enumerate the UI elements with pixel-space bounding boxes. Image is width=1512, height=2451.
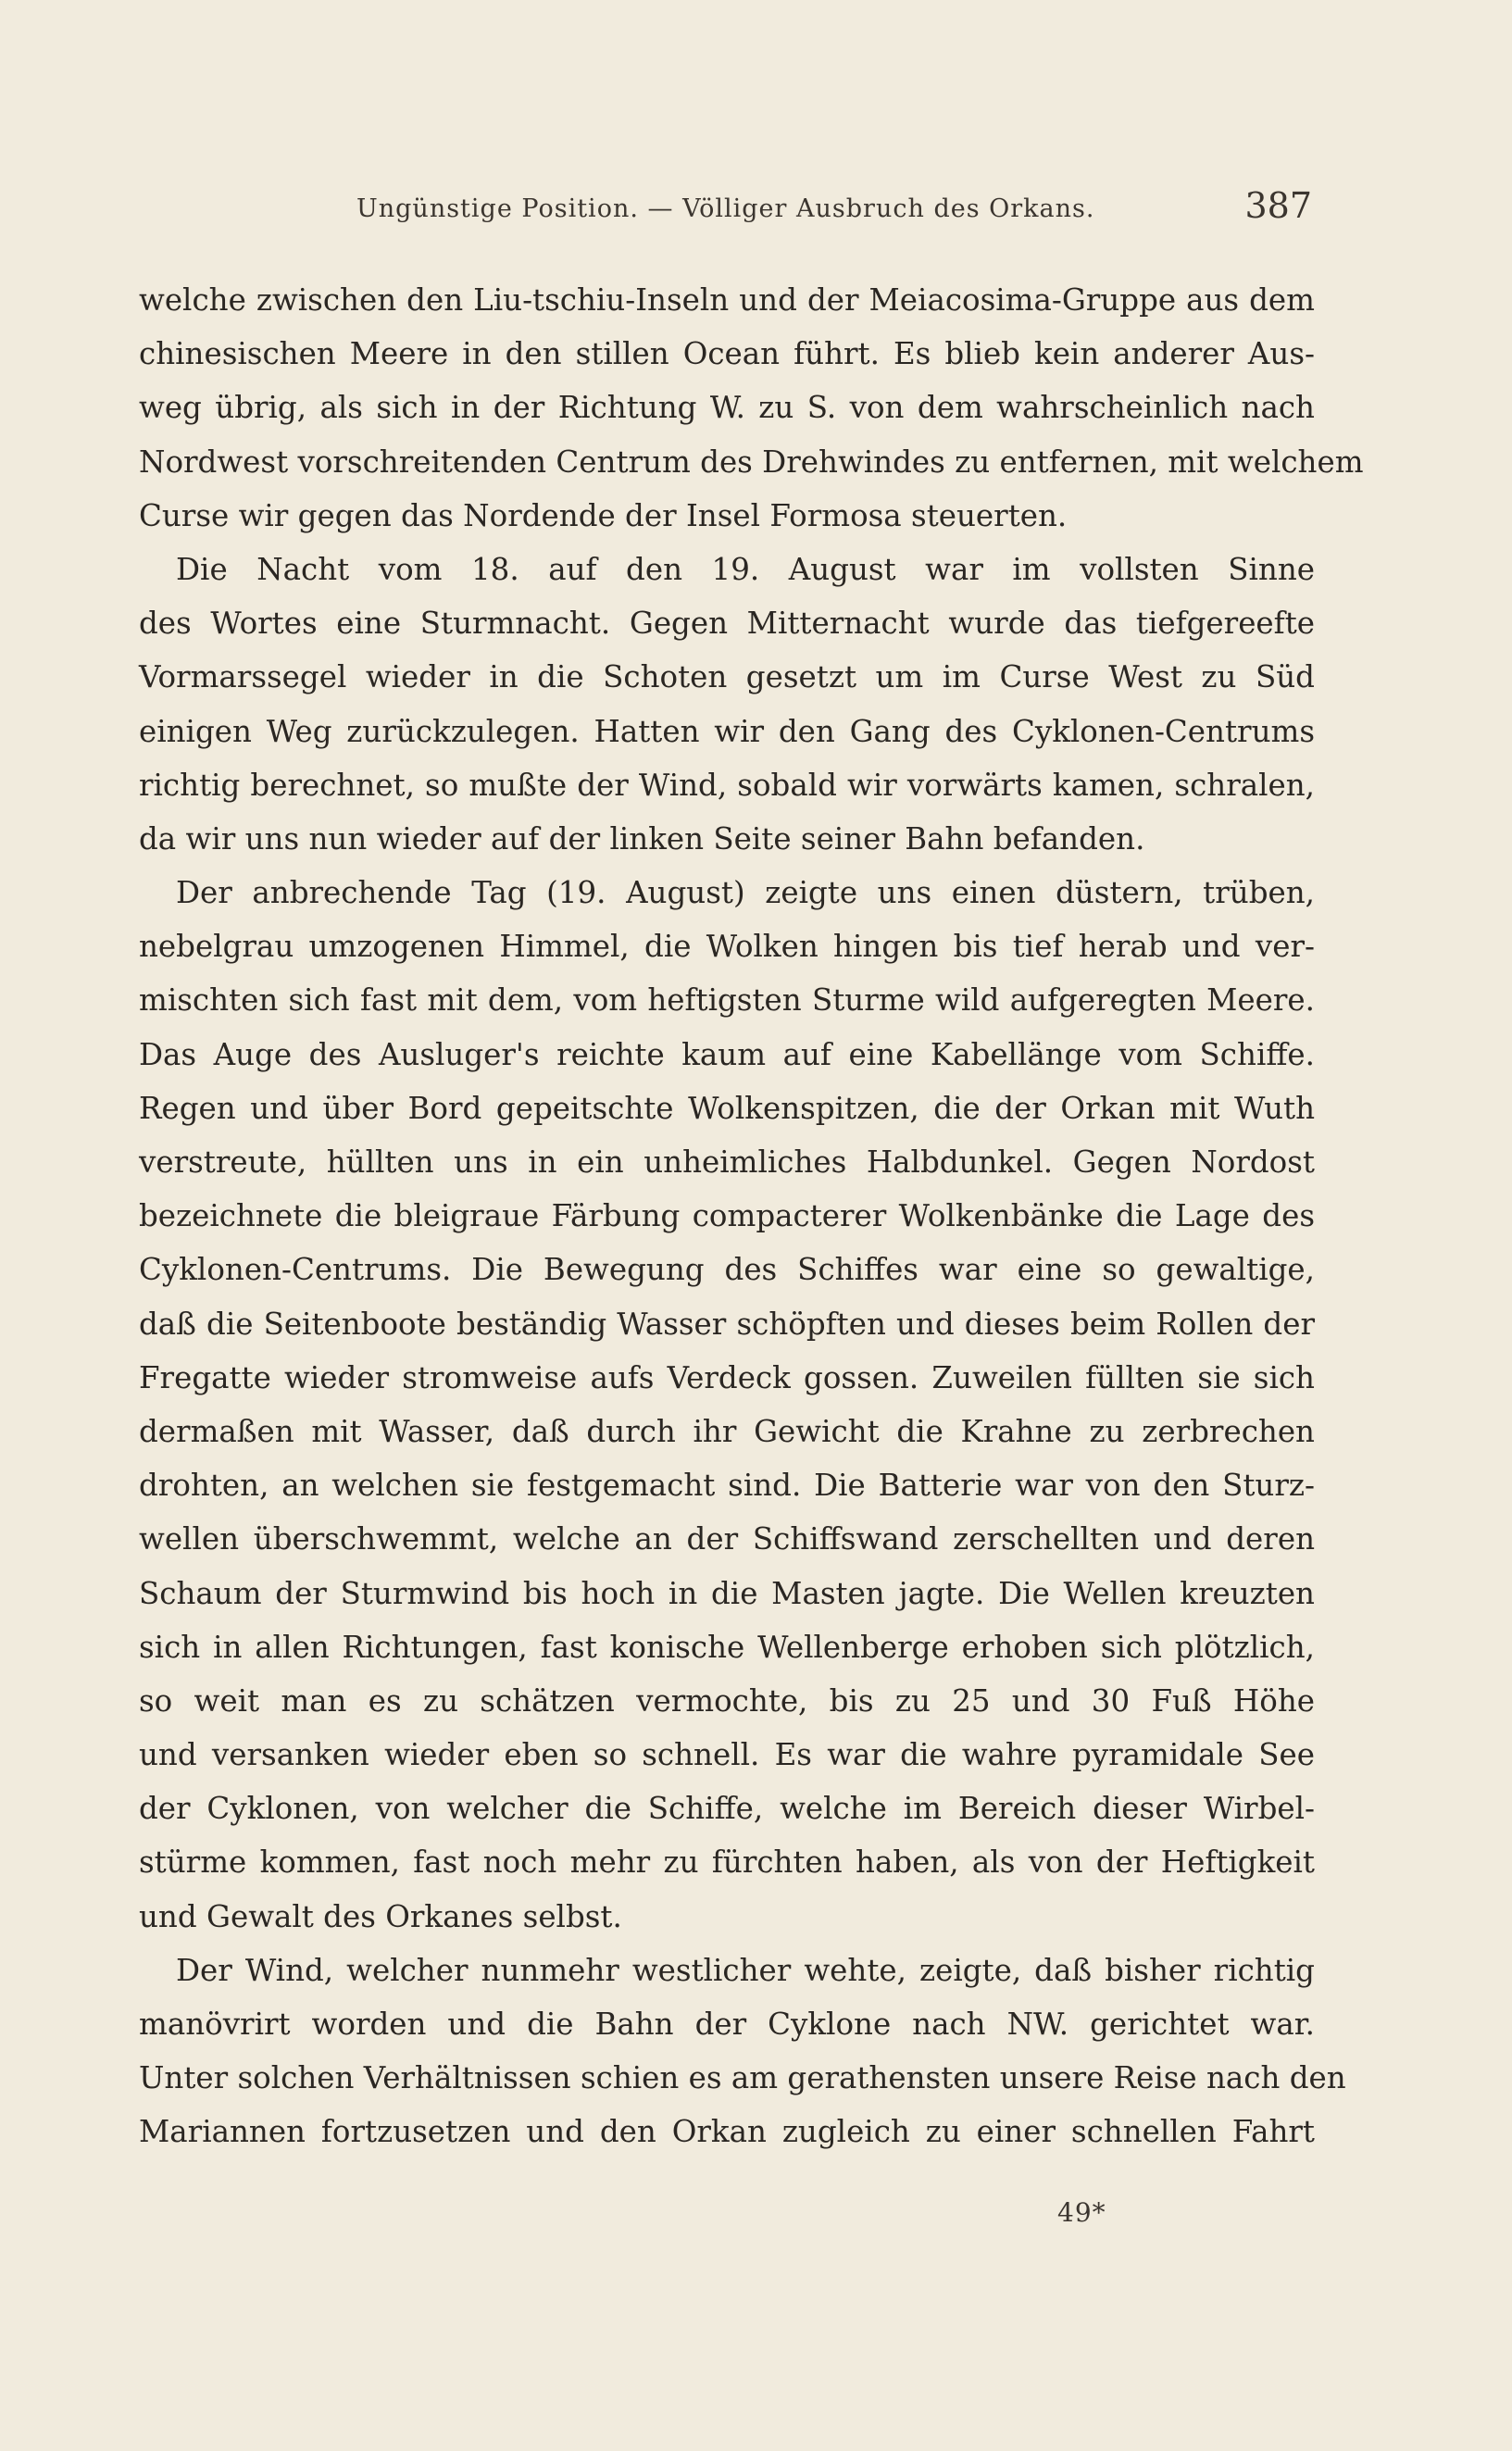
text-line: Curse wir gegen das Nordende der Insel Formosa steuerten.	[139, 497, 1068, 533]
text-line: manövrirt worden und die Bahn der Cyklone nach NW. gerichtet war.	[139, 2007, 1315, 2042]
text-line: Der Wind, welcher nunmehr westlicher wehte, zeigte, daß bisher richtig	[176, 1952, 1315, 1988]
text-line: verstreute, hüllten uns in ein unheimliches Halbdunkel. Gegen Nordost	[139, 1144, 1315, 1180]
text-line: der Cyklonen, von welcher die Schiffe, welche im Bereich dieser Wirbel-	[139, 1791, 1315, 1827]
body-text	[139, 273, 1364, 2159]
text-line: welche zwischen den Liu-tschiu-Inseln und der Meiacosima-Gruppe aus dem	[139, 282, 1315, 318]
text-line: daß die Seitenboote beständig Wasser schöpften und dieses beim Rollen der	[139, 1306, 1315, 1342]
text-line: Nordwest vorschreitenden Centrum des Drehwindes zu entfernen, mit welchem	[139, 444, 1364, 480]
text-line: Der anbrechende Tag (19. August) zeigte uns einen düstern, trüben,	[176, 875, 1315, 911]
text-line: dermaßen mit Wasser, daß durch ihr Gewicht die Krahne zu zerbrechen	[139, 1413, 1315, 1449]
text-line: weg übrig, als sich in der Richtung W. zu S. von dem wahrscheinlich nach	[139, 390, 1315, 426]
text-line: Mariannen fortzusetzen und den Orkan zugleich zu einer schnellen Fahrt	[139, 2114, 1315, 2150]
text-line: drohten, an welchen sie festgemacht sind. Die Batterie war von den Sturz-	[139, 1468, 1315, 1504]
text-line: da wir uns nun wieder auf der linken Seite seiner Bahn befanden.	[139, 820, 1145, 857]
text-line: so weit man es zu schätzen vermochte, bis zu 25 und 30 Fuß Höhe	[139, 1682, 1315, 1719]
text-line: nebelgrau umzogenen Himmel, die Wolken hingen bis tief herab und ver-	[139, 929, 1315, 965]
text-line: Die Nacht vom 18. auf den 19. August war im vollsten Sinne	[176, 551, 1315, 587]
text-line: und Gewalt des Orkanes selbst.	[139, 1898, 622, 1934]
text-line: Fregatte wieder stromweise aufs Verdeck gossen. Zuweilen füllten sie sich	[139, 1359, 1315, 1395]
text-line: einigen Weg zurückzulegen. Hatten wir den Gang des Cyklonen-Centrums	[139, 713, 1315, 749]
text-line: sich in allen Richtungen, fast konische Wellenberge erhoben sich plötzlich,	[139, 1629, 1315, 1665]
text-line: Cyklonen-Centrums. Die Bewegung des Schiffes war eine so gewaltige,	[139, 1252, 1315, 1288]
text-line: Das Auge des Ausluger's reichte kaum auf eine Kabellänge vom Schiffe.	[139, 1036, 1315, 1072]
text-line: und versanken wieder eben so schnell. Es war die wahre pyramidale See	[139, 1737, 1315, 1773]
page-header	[356, 185, 1312, 241]
text-line: stürme kommen, fast noch mehr zu fürchten haben, als von der Heftigkeit	[139, 1845, 1315, 1881]
text-line: des Wortes eine Sturmnacht. Gegen Mitternacht wurde das tiefgereefte	[139, 606, 1315, 642]
page-number: 387	[1244, 185, 1312, 226]
text-line: Schaum der Sturmwind bis hoch in die Masten jagte. Die Wellen kreuzten	[139, 1575, 1315, 1611]
signature-mark: 49*	[1057, 2197, 1106, 2228]
text-line: Vormarssegel wieder in die Schoten gesetzt um im Curse West zu Süd	[139, 659, 1315, 695]
text-line: Unter solchen Verhältnissen schien es am gerathensten unsere Reise nach den	[139, 2060, 1346, 2096]
text-line: wellen überschwemmt, welche an der Schiffswand zerschellten und deren	[139, 1521, 1315, 1557]
text-line: Regen und über Bord gepeitschte Wolkenspitzen, die der Orkan mit Wuth	[139, 1090, 1315, 1126]
running-title: Ungünstige Position. — Völliger Ausbruch des Orkans.	[356, 194, 1095, 223]
text-line: chinesischen Meere in den stillen Ocean führt. Es blieb kein anderer Aus-	[139, 336, 1315, 372]
text-line: mischten sich fast mit dem, vom heftigsten Sturme wild aufgeregten Meere.	[139, 982, 1315, 1019]
text-line: bezeichnete die bleigraue Färbung compacterer Wolkenbänke die Lage des	[139, 1198, 1315, 1234]
text-line: richtig berechnet, so mußte der Wind, sobald wir vorwärts kamen, schralen,	[139, 767, 1315, 803]
